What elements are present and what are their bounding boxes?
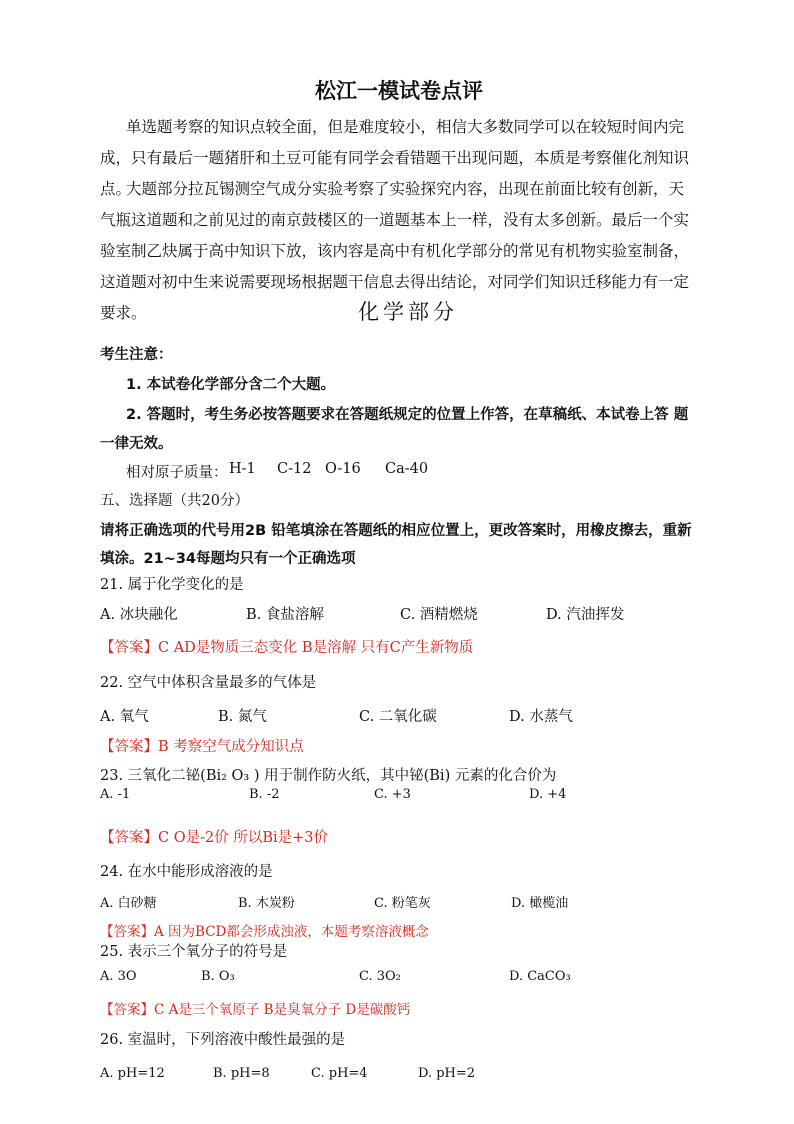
option-d: D. 水蒸气 — [509, 709, 573, 725]
answer-note: 【答案】A 因为BCD都会形成浊液，本题考察溶液概念 — [100, 924, 429, 940]
answer-note: 【答案】C AD是物质三态变化 B是溶解 只有C产生新物质 — [100, 640, 474, 656]
instruction-line-2: 填涂。21~34每题均只有一个正确选项 — [100, 551, 356, 567]
atomic-mass-o: O-16 — [325, 461, 361, 477]
intro-paragraph-2: 大题部分拉瓦锡测空气成分实验考察了实验探究内容，出现在前面比较有创新，天气瓶这道题和之前见过的南京鼓楼区的一道题基本上一样，没有太多创新。最后一个实验室制乙炔属于高中知识下放，该内容是高中有机化学部分的常见有机物实验室制备，这道题对初中生来说需要现场根据题干信息去得出结论，对同学们知识迁移能力有一定要求。 — [100, 180, 690, 322]
question-stem: 22. 空气中体积含量最多的气体是 — [100, 675, 317, 691]
question-stem: 25. 表示三个氧分子的符号是 — [100, 944, 288, 960]
answer-note: 【答案】B 考察空气成分知识点 — [100, 739, 304, 755]
option-b: B. 食盐溶解 — [246, 607, 324, 623]
atomic-mass-label: 相对原子质量： — [126, 465, 228, 481]
atomic-mass-h: H-1 — [229, 461, 256, 477]
question-stem: 23. 三氧化二铋(Bi₂ O₃ ) 用于制作防火纸，其中铋(Bi) 元素的化合价为 — [100, 768, 557, 784]
option-d: D. +4 — [529, 787, 567, 802]
atomic-mass-c: C-12 — [277, 461, 312, 477]
option-d: D. 橄榄油 — [511, 896, 569, 911]
option-a: A. -1 — [100, 787, 131, 802]
part-heading: 五、选择题（共20分） — [100, 493, 249, 509]
option-d: D. 汽油挥发 — [546, 607, 625, 623]
option-c: C. pH=4 — [311, 1066, 368, 1081]
answer-note: 【答案】C O是-2价 所以Bi是+3价 — [100, 830, 328, 846]
section-title: 化学部分 — [358, 300, 458, 324]
notice-item-2: 2. 答题时，考生务必按答题要求在答题纸规定的位置上作答，在草稿纸、本试卷上答 题 — [126, 407, 689, 423]
option-b: B. -2 — [249, 787, 280, 802]
option-c: C. 二氧化碳 — [359, 709, 437, 725]
answer-note: 【答案】C A是三个氧原子 B是臭氧分子 D是碳酸钙 — [100, 1002, 411, 1018]
option-a: A. 白砂糖 — [100, 896, 157, 911]
option-b: B. O₃ — [201, 969, 235, 984]
page-title: 松江一模试卷点评 — [315, 78, 483, 103]
intro-paragraph-1: 单选题考察的知识点较全面，但是难度较小，相信大多数同学可以在较短时间内完成，只有最后一题猪肝和土豆可能有同学会看错题干出现问题，本质是考察催化剂知识点。 — [100, 118, 690, 198]
notice-heading: 考生注意： — [100, 347, 173, 363]
question-stem: 21. 属于化学变化的是 — [100, 577, 244, 593]
option-a: A. 冰块融化 — [100, 607, 178, 623]
option-b: B. 木炭粉 — [238, 896, 295, 911]
option-a: A. 氧气 — [100, 709, 149, 725]
option-a: A. pH=12 — [100, 1066, 165, 1081]
notice-item-2-cont: 一律无效。 — [100, 436, 173, 452]
option-c: C. +3 — [374, 787, 411, 802]
option-d: D. pH=2 — [418, 1066, 476, 1081]
question-stem: 24. 在水中能形成溶液的是 — [100, 864, 273, 880]
option-c: C. 粉笔灰 — [374, 896, 431, 911]
instruction-line-1: 请将正确选项的代号用2B 铅笔填涂在答题纸的相应位置上，更改答案时，用橡皮擦去，重新 — [100, 523, 692, 539]
option-b: B. 氮气 — [218, 709, 267, 725]
option-c: C. 3O₂ — [359, 969, 401, 984]
question-stem: 26. 室温时，下列溶液中酸性最强的是 — [100, 1032, 346, 1048]
option-a: A. 3O — [100, 969, 137, 984]
notice-item-1: 1. 本试卷化学部分含二个大题。 — [126, 377, 336, 393]
option-c: C. 酒精燃烧 — [400, 607, 478, 623]
atomic-mass-ca: Ca-40 — [385, 461, 429, 477]
option-d: D. CaCO₃ — [509, 969, 571, 984]
option-b: B. pH=8 — [213, 1066, 270, 1081]
